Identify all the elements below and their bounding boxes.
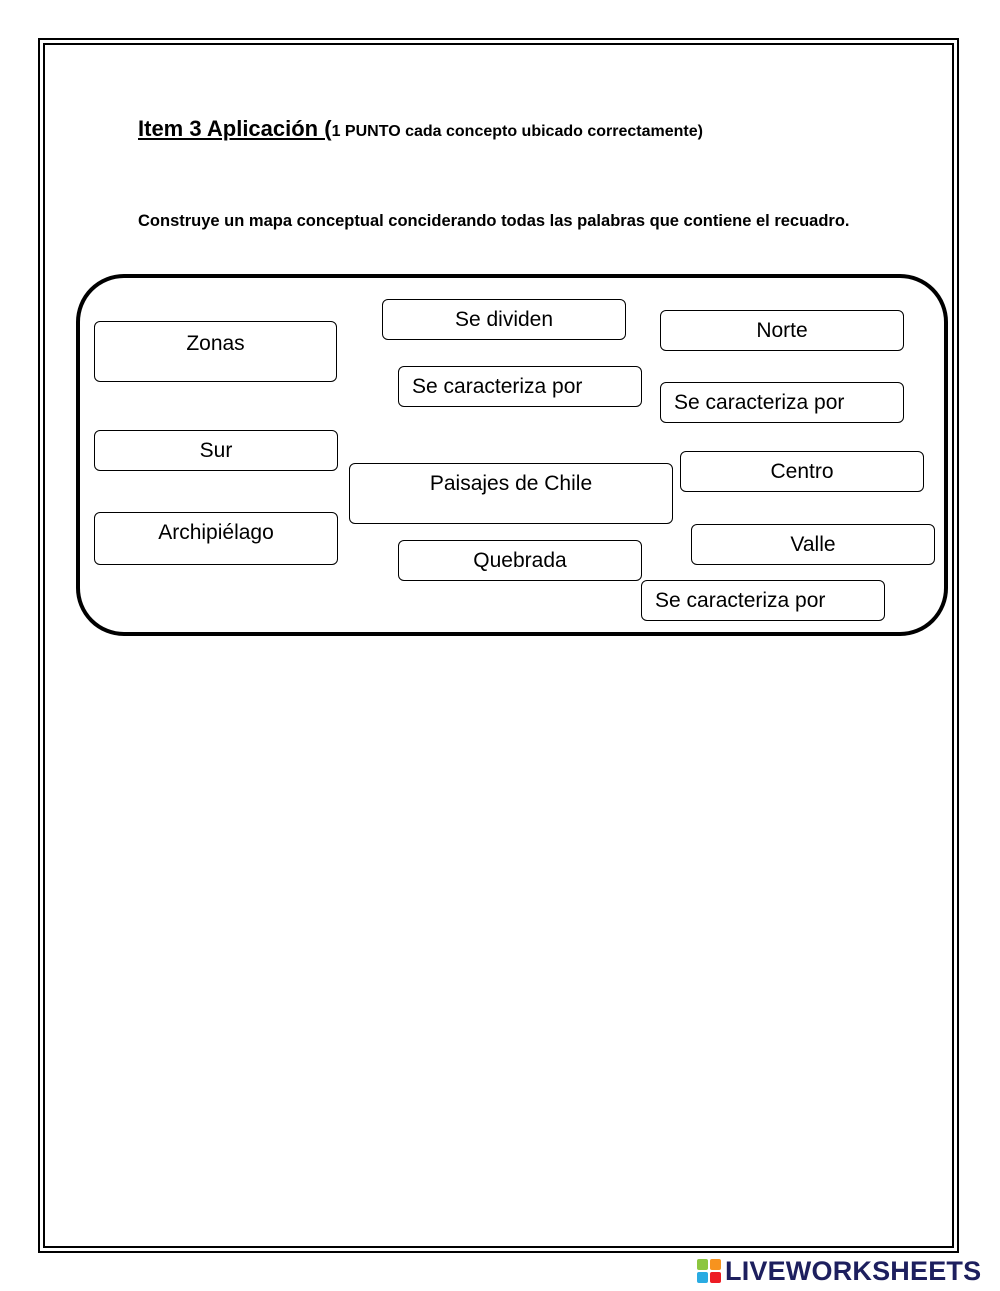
word-chip-norte[interactable]: Norte xyxy=(660,310,904,351)
item-title xyxy=(138,116,703,142)
word-chip-valle[interactable]: Valle xyxy=(691,524,935,565)
word-chip-centro[interactable]: Centro xyxy=(680,451,924,492)
word-chip-se-caracteriza-por-3[interactable]: Se caracteriza por xyxy=(641,580,885,621)
instructions-text: Construye un mapa conceptual conciderando todas las palabras que contiene el recuadro. xyxy=(138,212,850,230)
logo-icon xyxy=(697,1259,721,1283)
word-chip-archipielago[interactable]: Archipiélago xyxy=(94,512,338,565)
word-chip-sur[interactable]: Sur xyxy=(94,430,338,471)
logo-square-3 xyxy=(697,1272,708,1283)
word-chip-quebrada[interactable]: Quebrada xyxy=(398,540,642,581)
word-chip-se-dividen[interactable]: Se dividen xyxy=(382,299,626,340)
logo-square-2 xyxy=(710,1259,721,1270)
item-title-sub: 1 PUNTO cada concepto ubicado correctamente) xyxy=(331,123,703,140)
logo-text: LIVEWORKSHEETS xyxy=(725,1255,982,1286)
word-chip-paisajes-de-chile[interactable]: Paisajes de Chile xyxy=(349,463,673,524)
liveworksheets-logo xyxy=(697,1257,981,1285)
item-title-main: Item 3 Aplicación ( xyxy=(138,116,332,141)
word-chip-zonas[interactable]: Zonas xyxy=(94,321,337,382)
logo-square-4 xyxy=(710,1272,721,1283)
word-chip-se-caracteriza-por-1[interactable]: Se caracteriza por xyxy=(398,366,642,407)
word-chip-se-caracteriza-por-2[interactable]: Se caracteriza por xyxy=(660,382,904,423)
logo-square-1 xyxy=(697,1259,708,1270)
